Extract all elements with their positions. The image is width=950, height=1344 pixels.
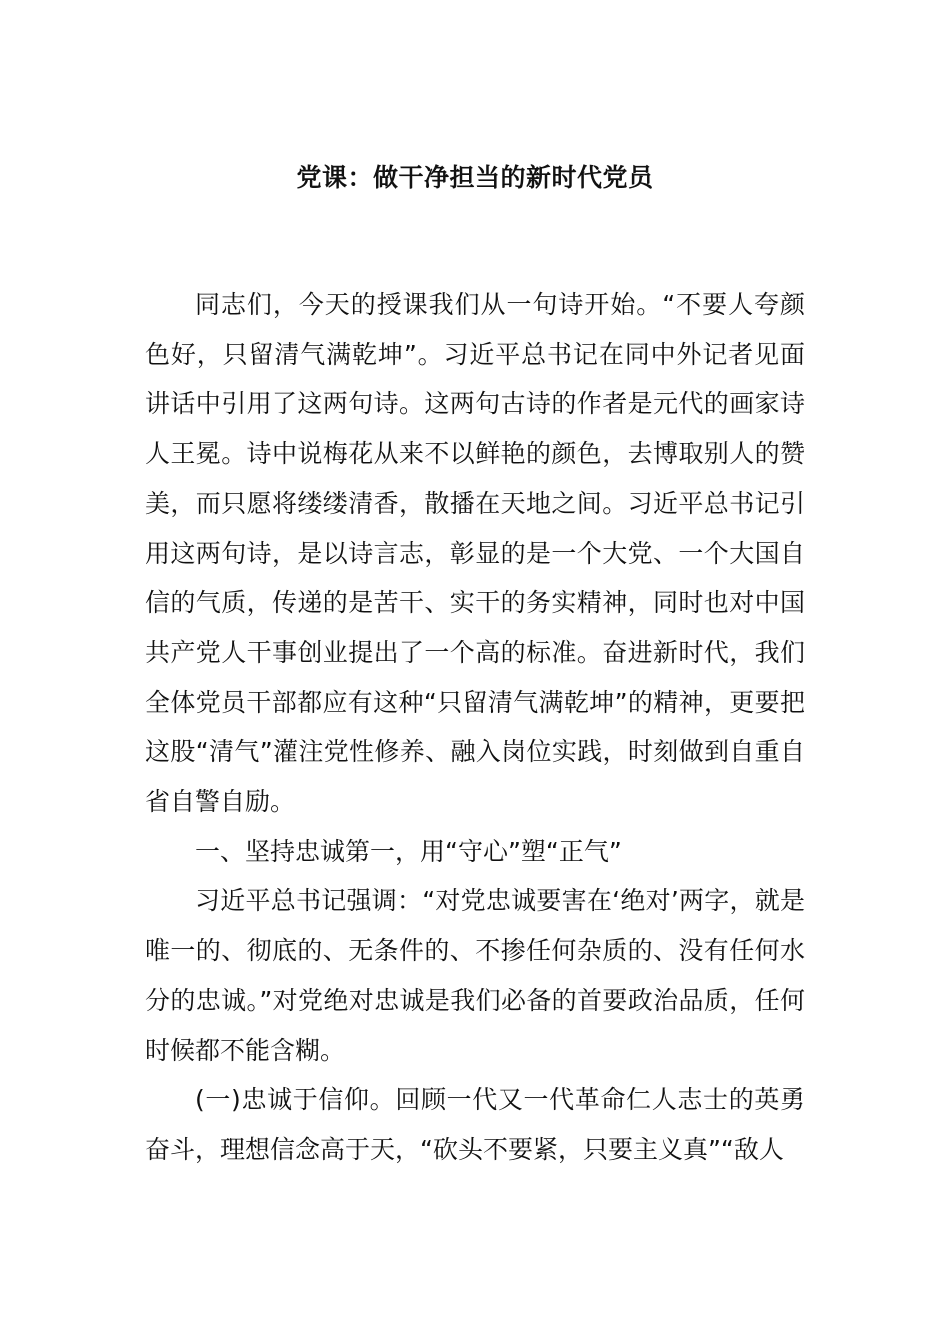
document-body: [145, 280, 805, 1175]
paragraph-loyalty-belief: (一)忠诚于信仰。回顾一代又一代革命仁人志士的英勇奋斗，理想信念高于天，“砍头不要紧，只要主义真”“敌人: [145, 1085, 805, 1164]
paragraph-loyalty-quote: 习近平总书记强调：“对党忠诚要害在‘绝对’两字，就是唯一的、彻底的、无条件的、不掺任何杂质的、没有任何水分的忠诚。”对党绝对忠诚是我们必备的首要政治品质，任何时候都不能含糊。: [145, 886, 805, 1065]
document-title: 党课：做干净担当的新时代党员: [296, 163, 654, 192]
section-heading-1: 一、坚持忠诚第一，用“守心”塑“正气”: [195, 836, 622, 866]
paragraph-intro: 同志们，今天的授课我们从一句诗开始。“不要人夸颜色好，只留清气满乾坤”。习近平总书记在同中外记者见面讲话中引用了这两句诗。这两句古诗的作者是元代的画家诗人王冕。诗中说梅花从来不以鲜艳的颜色，去博取别人的赞美，而只愿将缕缕清香，散播在天地之间。习近平总书记引用这两句诗，是以诗言志，彰显的是一个大党、一个大国自信的气质，传递的是苦干、实干的务实精神，同时也对中国共产党人干事创业提出了一个高的标准。奋进新时代，我们全体党员干部都应有这种“只留清气满乾坤”的精神，更要把这股“清气”灌注党性修养、融入岗位实践，时刻做到自重自省自警自励。: [145, 290, 805, 817]
